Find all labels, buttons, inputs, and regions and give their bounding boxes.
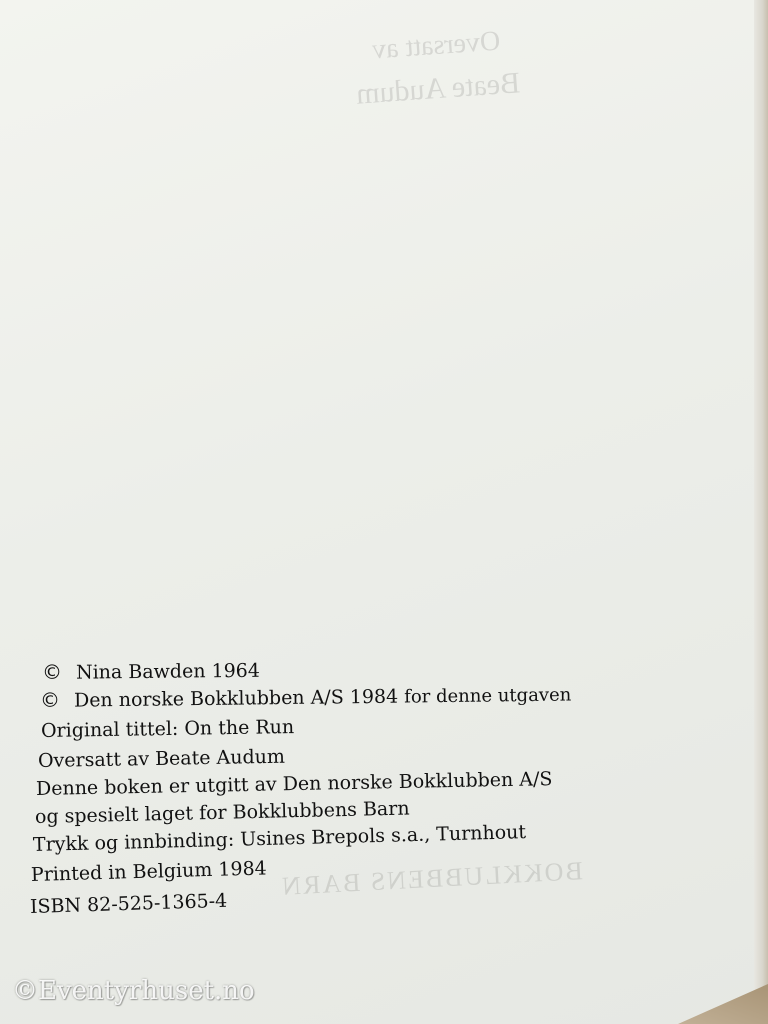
author-copyright: Nina Bawden 1964 [75, 659, 261, 684]
edition-copyright-tail: for denne utgaven [404, 684, 572, 708]
bleed-through-text: Oversatt av [371, 25, 502, 66]
isbn: ISBN 82-525-1365-4 [29, 889, 228, 918]
original-title: Original tittel: On the Run [40, 716, 295, 742]
bleed-through-text: BOKKLUBBENS BARN [279, 856, 584, 901]
publisher-line: Denne boken er utgitt av Den norske Bokklubben A/S [35, 768, 553, 800]
publisher-line: og spesielt laget for Bokklubbens Barn [34, 797, 410, 828]
copyright-icon: © [41, 659, 63, 684]
copyright-icon: © [39, 687, 61, 712]
imprint-line-edition-copyright [40, 682, 572, 712]
imprint-line-author-copyright [42, 658, 260, 684]
edition-copyright: Den norske Bokklubben A/S 1984 [73, 685, 399, 712]
printing-info: Trykk og innbinding: Usines Brepols s.a., Turnhout [32, 821, 527, 856]
printed-in: Printed in Belgium 1984 [30, 857, 268, 886]
translator: Oversatt av Beate Audum [37, 745, 286, 772]
bleed-through-text: Beate Audum [355, 66, 522, 111]
watermark: ©Eventyrhuset.no [12, 976, 255, 1006]
